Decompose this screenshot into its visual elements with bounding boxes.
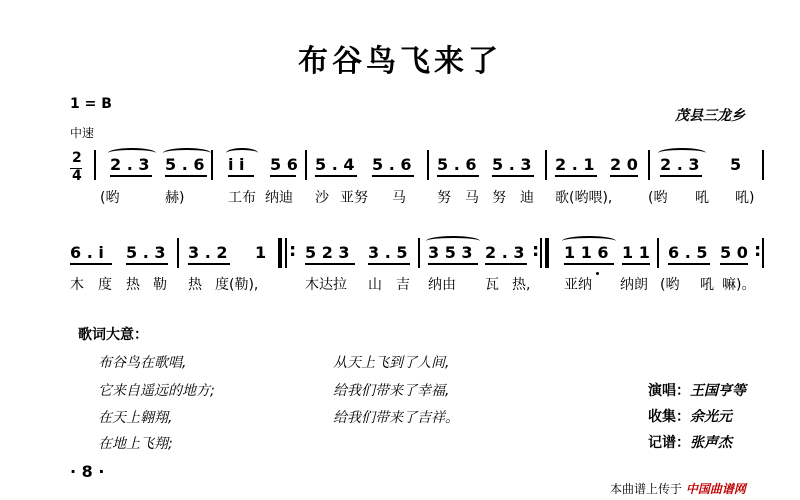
slur-mark — [426, 236, 480, 246]
repeat-end-bar — [545, 238, 549, 268]
time-signature-bottom: 4 — [72, 168, 82, 184]
note-group: 2 . 3 — [660, 155, 700, 174]
underline-beam — [110, 175, 152, 177]
slur-mark — [108, 148, 156, 158]
barline — [94, 150, 96, 180]
meaning-line: 给我们带来了吉祥。 — [333, 410, 459, 426]
lyric: 木 — [70, 277, 84, 293]
lyric: 度(勒), — [215, 277, 259, 293]
tempo-marking: 中速 — [70, 126, 95, 140]
lyric: 迪 — [520, 190, 534, 206]
underline-beam — [428, 263, 478, 265]
song-origin: 茂县三龙乡 — [675, 108, 745, 124]
meaning-line: 在天上翱翔, — [98, 410, 173, 426]
lyric: (哟 — [648, 190, 668, 206]
note-group: 5 . 6 — [372, 155, 412, 174]
lyric: 赫) — [165, 190, 185, 206]
barline — [762, 238, 764, 268]
barline — [177, 238, 179, 268]
lyric: 马 — [392, 190, 406, 206]
lyric: 热, — [512, 277, 531, 293]
underline-beam — [70, 263, 112, 265]
repeat-dots: : — [289, 240, 297, 261]
repeat-dots: : — [754, 240, 762, 261]
meaning-line: 它来自遥远的地方; — [98, 383, 215, 399]
lyric: 亚纳 — [564, 277, 592, 293]
underline-beam — [368, 263, 410, 265]
underline-beam — [228, 175, 254, 177]
credit-transcriber — [648, 432, 732, 452]
lyric: 度 — [98, 277, 112, 293]
note-group: 5 . 6 — [165, 155, 205, 174]
note-group: 2 . 3 — [485, 243, 525, 262]
song-title: 布谷鸟飞来了 — [298, 44, 502, 79]
barline — [305, 150, 307, 180]
underline-beam — [622, 263, 650, 265]
meaning-line: 布谷鸟在歌唱, — [98, 355, 187, 371]
slur-mark — [562, 236, 616, 246]
meaning-line: 给我们带来了幸福, — [333, 383, 450, 399]
barline — [418, 238, 420, 268]
lyric: 瓦 — [485, 277, 499, 293]
meaning-line: 从天上飞到了人间, — [333, 355, 450, 371]
credit-singer — [648, 380, 746, 400]
credit-collector — [648, 406, 732, 426]
lyric: 热 — [188, 277, 202, 293]
repeat-start-bar — [278, 238, 282, 268]
credit-value: 张声杰 — [690, 435, 732, 451]
lyric: 吼 — [700, 277, 714, 293]
barline — [211, 150, 213, 180]
barline — [657, 238, 659, 268]
lyric: 纳迪 — [265, 190, 293, 206]
lyric: 吼 — [695, 190, 709, 206]
lyric: 亚努 — [340, 190, 368, 206]
lyric: 努 — [437, 190, 451, 206]
lyric: 山 — [368, 277, 382, 293]
barline — [545, 150, 547, 180]
lyric: 纳朗 — [620, 277, 648, 293]
note-group: 3 . 2 — [188, 243, 228, 262]
lyric: 嘛)。 — [722, 277, 756, 293]
barline — [540, 238, 542, 268]
repeat-dots: : — [532, 240, 540, 261]
barline — [648, 150, 650, 180]
lyric: 热 — [126, 277, 140, 293]
lyrics-meaning-heading: 歌词大意： — [78, 327, 148, 343]
credit-label: 演唱： — [648, 383, 690, 399]
underline-beam — [372, 175, 414, 177]
note-group: 5 . 3 — [126, 243, 166, 262]
underline-beam — [610, 175, 638, 177]
note-group: 1 — [255, 243, 267, 262]
note-group: 5 . 4 — [315, 155, 355, 174]
slur-mark — [658, 148, 706, 158]
note-group: 5 0 — [720, 243, 748, 262]
note-group: 2 . 3 — [110, 155, 150, 174]
lyric: 努 — [492, 190, 506, 206]
underline-beam — [492, 175, 534, 177]
underline-beam — [315, 175, 357, 177]
note-group: 3 . 5 — [368, 243, 408, 262]
note-group: 5 . 6 — [437, 155, 477, 174]
lyric: (哟 — [100, 190, 120, 206]
underline-beam — [660, 175, 702, 177]
lyric: 马 — [465, 190, 479, 206]
barline — [427, 150, 429, 180]
underline-beam — [485, 263, 527, 265]
underline-beam — [668, 263, 710, 265]
credit-value: 余光元 — [690, 409, 732, 425]
note-group: 5 . 3 — [492, 155, 532, 174]
lyric: 沙 — [315, 190, 329, 206]
credit-label: 记谱： — [648, 435, 690, 451]
note-group: 3 5 3 — [428, 243, 473, 262]
barline — [762, 150, 764, 180]
note-group: i i — [228, 155, 245, 174]
note-group: 6 . i — [70, 243, 104, 262]
barline — [285, 238, 287, 268]
lyric: 歌(哟喂), — [555, 190, 613, 206]
footer-text: 本曲谱上传于 — [610, 482, 683, 496]
note-group: 5 2 3 — [305, 243, 350, 262]
note-group: 2 . 1 — [555, 155, 595, 174]
credit-label: 收集： — [648, 409, 690, 425]
note-group: 6 . 5 — [668, 243, 708, 262]
underline-beam — [555, 175, 597, 177]
page-number: · 8 · — [70, 462, 105, 481]
note-group: 2 0 — [610, 155, 638, 174]
underline-beam — [165, 175, 207, 177]
lyric: (哟 — [660, 277, 680, 293]
lyric: 勒 — [153, 277, 167, 293]
underline-beam — [720, 263, 748, 265]
lyric: 木达拉 — [305, 277, 347, 293]
underline-beam — [188, 263, 230, 265]
lyric: 吼) — [735, 190, 755, 206]
slur-mark — [163, 148, 211, 158]
time-signature-top: 2 — [72, 150, 82, 166]
note-group: 5 6 — [270, 155, 298, 174]
underline-beam — [564, 263, 614, 265]
slur-mark — [226, 148, 258, 158]
note-group: 5 — [730, 155, 742, 174]
underline-beam — [126, 263, 168, 265]
underline-beam — [305, 263, 355, 265]
key-signature: 1 = B — [70, 96, 112, 112]
site-footer — [610, 480, 746, 497]
credit-value: 王国亨等 — [690, 383, 746, 399]
site-logo[interactable]: 中国曲谱网 — [685, 482, 746, 496]
meaning-line: 在地上飞翔; — [98, 436, 173, 452]
lyric: 纳由 — [428, 277, 456, 293]
lyric: 吉 — [396, 277, 410, 293]
low-octave-dot — [596, 272, 599, 275]
underline-beam — [270, 175, 296, 177]
lyric: 工布 — [228, 190, 256, 206]
underline-beam — [437, 175, 479, 177]
note-group: 1 1 6 — [564, 243, 609, 262]
note-group: 1 1 — [622, 243, 650, 262]
